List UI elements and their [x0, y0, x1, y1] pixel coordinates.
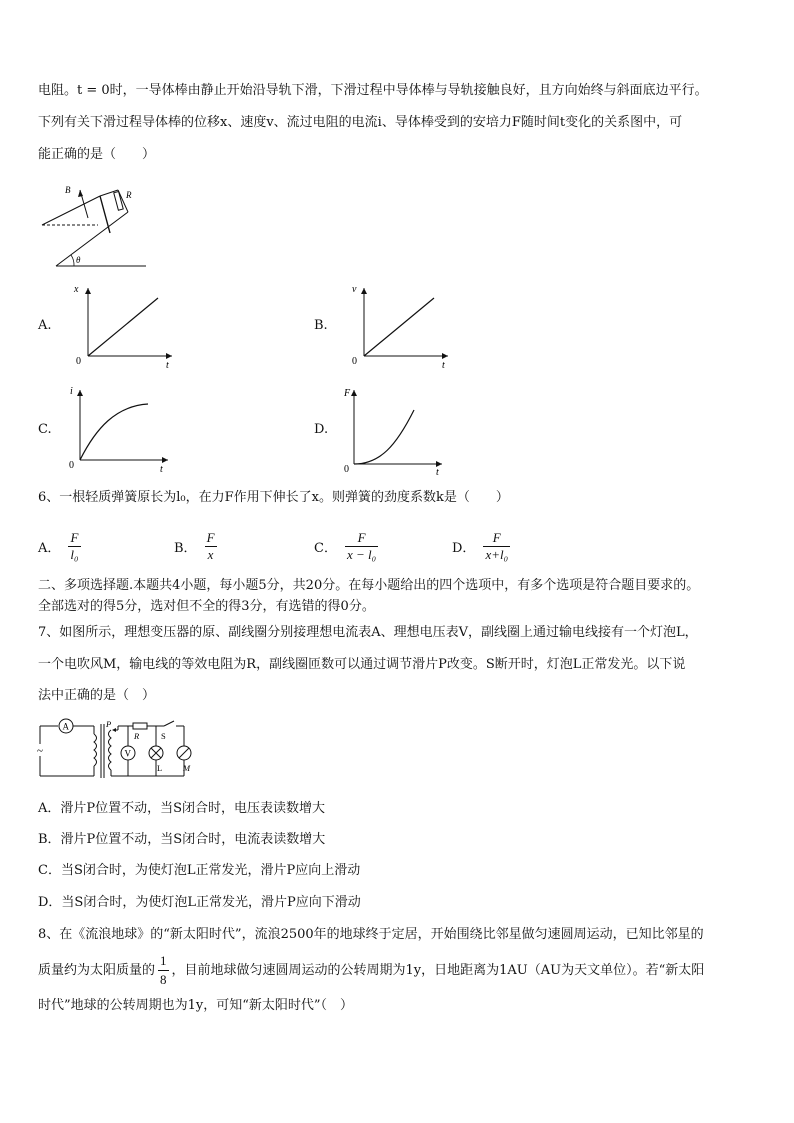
- incline-rail-figure: [38, 178, 148, 270]
- ac-source-label: ~: [37, 745, 43, 757]
- q5-option-a-graph: [68, 282, 180, 372]
- field-label: B: [65, 185, 71, 195]
- svg-text:t: t: [166, 360, 169, 371]
- svg-text:t: t: [436, 467, 439, 476]
- q7-line-2: 一个电吹风M，输电线的等效电阻为R，副线圈匝数可以通过调节滑片P改变。S断开时，灯泡L正常发光。以下说: [38, 657, 686, 672]
- q5-option-a-label[interactable]: A.: [38, 318, 52, 333]
- q6-option-c[interactable]: C． $\frac{F}{\text{x − l₀}}$: [314, 530, 377, 562]
- line-resistor-label: R: [134, 731, 140, 741]
- q6-option-b[interactable]: B． $\frac{F}{x}$: [174, 530, 215, 562]
- q6-option-d[interactable]: D． $\frac{F}{\text{x+l₀}}$: [452, 530, 509, 562]
- q8-line-1: 8、在《流浪地球》的“新太阳时代”，流浪2500年的地球终于定居，开始围绕比邻星做匀速圆周运动，已知比邻星的: [38, 927, 704, 942]
- motor-label: M: [183, 763, 191, 773]
- svg-text:x: x: [74, 284, 79, 295]
- q7-line-1: 7、如图所示，理想变压器的原、副线圈分别接理想电流表A、理想电压表V，副线圈上通过输电线接有一个灯泡L，: [38, 625, 698, 640]
- section-2-line-2: 全部选对的得5分，选对但不全的得3分，有选错的得0分。: [38, 599, 375, 614]
- svg-text:F: F: [344, 388, 351, 399]
- q6-stem: 6、一根轻质弹簧原长为l₀，在力F作用下伸长了x。则弹簧的劲度系数k是（ ）: [38, 490, 509, 505]
- svg-text:0: 0: [69, 460, 74, 471]
- q8-line-3: 时代”地球的公转周期也为1y，可知“新太阳时代”（ ）: [38, 998, 354, 1013]
- q5-option-c-label[interactable]: C.: [38, 422, 52, 437]
- q5-line-2: 下列有关下滑过程导体棒的位移x、速度v、流过电阻的电流i、导体棒受到的安培力F随时间t变化的关系图中，可: [38, 115, 683, 130]
- switch-label: S: [161, 731, 166, 741]
- ammeter-label: A: [62, 721, 69, 732]
- q5-option-c-graph: [64, 384, 176, 476]
- slider-label: P: [106, 719, 112, 729]
- lamp-label: L: [157, 763, 163, 773]
- voltmeter-label: V: [124, 748, 131, 759]
- angle-label: θ: [76, 255, 81, 265]
- svg-text:i: i: [70, 386, 73, 397]
- svg-text:0: 0: [344, 464, 349, 475]
- q8-line-2: 质量约为太阳质量的 $\frac{1}{8}$ ，目前地球做匀速圆周运动的公转周期为1y，日地距离为1AU（AU为天文单位）。若“新太阳: [38, 953, 705, 987]
- q5-option-d-label[interactable]: D.: [314, 422, 329, 437]
- svg-text:t: t: [160, 464, 163, 475]
- q7-option-d[interactable]: D．当S闭合时，为使灯泡L正常发光，滑片P应向下滑动: [38, 895, 361, 910]
- q7-line-3: 法中正确的是（ ）: [38, 688, 156, 703]
- svg-text:0: 0: [352, 356, 357, 367]
- svg-text:0: 0: [76, 356, 81, 367]
- q5-option-b-graph: [344, 282, 456, 372]
- resistor-label: R: [126, 190, 132, 200]
- q5-option-d-graph: [338, 384, 450, 476]
- section-2-line-1: 二、多项选择题.本题共4小题，每小题5分，共20分。在每小题给出的四个选项中，有多个选项是符合题目要求的。: [38, 578, 700, 593]
- transformer-circuit-figure: [36, 716, 196, 782]
- q6-option-a[interactable]: A． $\frac{F}{\text{l₀}}$: [38, 530, 79, 562]
- svg-text:t: t: [442, 360, 445, 371]
- q5-line-3: 能正确的是（ ）: [38, 147, 156, 162]
- q5-option-b-label[interactable]: B.: [314, 318, 328, 333]
- q5-line-1: 电阻。t = 0时，一导体棒由静止开始沿导轨下滑，下滑过程中导体棒与导轨接触良好，且方向始终与斜面底边平行。: [38, 83, 708, 98]
- q7-option-c[interactable]: C．当S闭合时，为使灯泡L正常发光，滑片P应向上滑动: [38, 863, 361, 878]
- q7-option-a[interactable]: A．滑片P位置不动，当S闭合时，电压表读数增大: [38, 801, 326, 816]
- q7-option-b[interactable]: B．滑片P位置不动，当S闭合时，电流表读数增大: [38, 832, 326, 847]
- svg-text:v: v: [352, 284, 357, 295]
